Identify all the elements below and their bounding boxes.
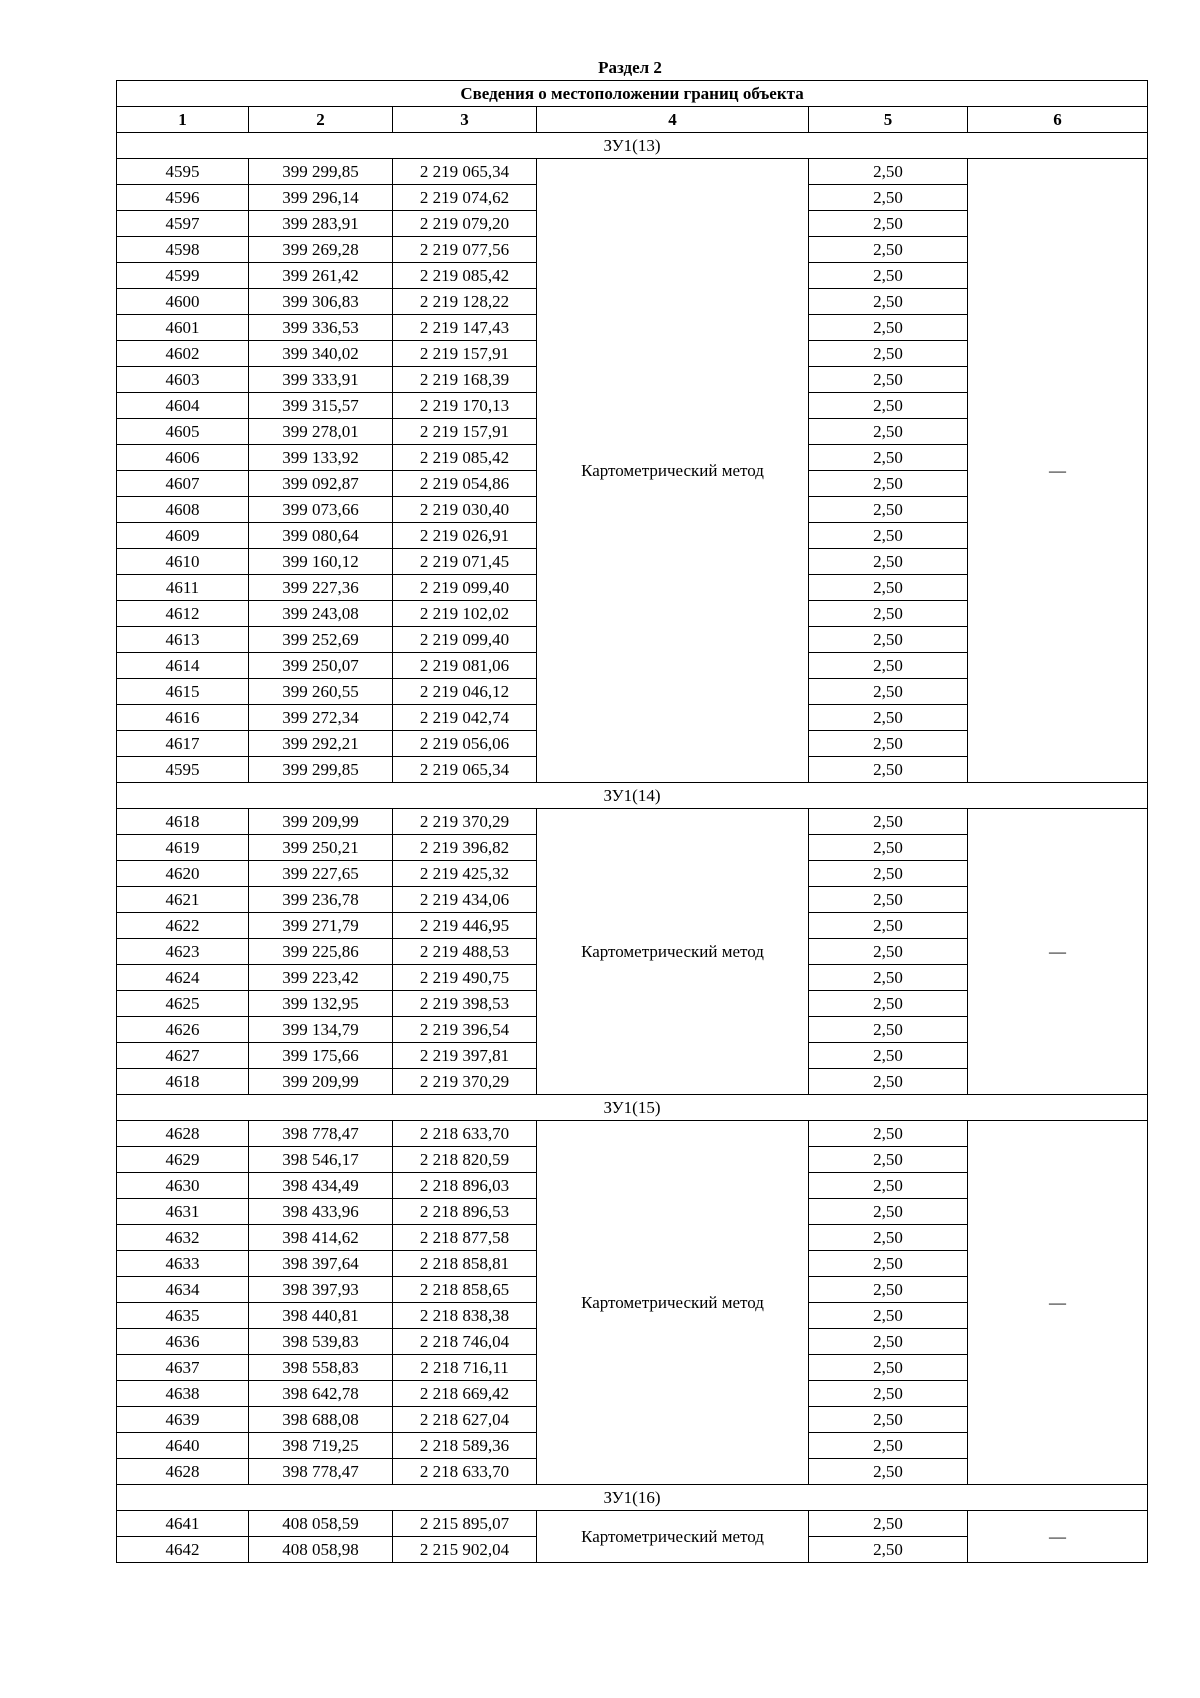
- column-number: 3: [393, 107, 537, 133]
- x-coordinate-cell: 399 133,92: [249, 445, 393, 471]
- group-header-row: [117, 1485, 1148, 1511]
- y-coordinate-cell: 2 218 716,11: [393, 1355, 537, 1381]
- x-coordinate-cell: 399 283,91: [249, 211, 393, 237]
- y-coordinate-cell: 2 219 147,43: [393, 315, 537, 341]
- accuracy-cell: 2,50: [809, 523, 968, 549]
- column-number: 4: [537, 107, 809, 133]
- point-number-cell: 4616: [117, 705, 249, 731]
- point-number-cell: 4624: [117, 965, 249, 991]
- y-coordinate-cell: 2 219 396,82: [393, 835, 537, 861]
- y-coordinate-cell: 2 218 858,81: [393, 1251, 537, 1277]
- accuracy-cell: 2,50: [809, 1251, 968, 1277]
- point-number-cell: 4600: [117, 289, 249, 315]
- x-coordinate-cell: 399 272,34: [249, 705, 393, 731]
- accuracy-cell: 2,50: [809, 1407, 968, 1433]
- accuracy-cell: 2,50: [809, 341, 968, 367]
- x-coordinate-cell: 408 058,98: [249, 1537, 393, 1563]
- point-number-cell: 4628: [117, 1121, 249, 1147]
- accuracy-cell: 2,50: [809, 1147, 968, 1173]
- point-number-cell: 4612: [117, 601, 249, 627]
- x-coordinate-cell: 398 440,81: [249, 1303, 393, 1329]
- x-coordinate-cell: 399 306,83: [249, 289, 393, 315]
- point-number-cell: 4623: [117, 939, 249, 965]
- y-coordinate-cell: 2 215 895,07: [393, 1511, 537, 1537]
- group-header-row: [117, 783, 1148, 809]
- x-coordinate-cell: 398 778,47: [249, 1121, 393, 1147]
- accuracy-cell: 2,50: [809, 211, 968, 237]
- point-number-cell: 4615: [117, 679, 249, 705]
- dash-cell: —: [968, 159, 1148, 783]
- point-number-cell: 4610: [117, 549, 249, 575]
- y-coordinate-cell: 2 218 896,53: [393, 1199, 537, 1225]
- x-coordinate-cell: 399 296,14: [249, 185, 393, 211]
- table-row: [117, 809, 1148, 835]
- x-coordinate-cell: 399 315,57: [249, 393, 393, 419]
- point-number-cell: 4609: [117, 523, 249, 549]
- point-number-cell: 4611: [117, 575, 249, 601]
- x-coordinate-cell: 398 546,17: [249, 1147, 393, 1173]
- accuracy-cell: 2,50: [809, 1303, 968, 1329]
- method-cell: Картометрический метод: [537, 809, 809, 1095]
- accuracy-cell: 2,50: [809, 471, 968, 497]
- point-number-cell: 4630: [117, 1173, 249, 1199]
- column-number: 2: [249, 107, 393, 133]
- accuracy-cell: 2,50: [809, 939, 968, 965]
- y-coordinate-cell: 2 219 071,45: [393, 549, 537, 575]
- x-coordinate-cell: 399 252,69: [249, 627, 393, 653]
- accuracy-cell: 2,50: [809, 1277, 968, 1303]
- point-number-cell: 4638: [117, 1381, 249, 1407]
- column-number: 1: [117, 107, 249, 133]
- accuracy-cell: 2,50: [809, 861, 968, 887]
- x-coordinate-cell: 398 539,83: [249, 1329, 393, 1355]
- accuracy-cell: 2,50: [809, 1199, 968, 1225]
- accuracy-cell: 2,50: [809, 159, 968, 185]
- y-coordinate-cell: 2 218 669,42: [393, 1381, 537, 1407]
- accuracy-cell: 2,50: [809, 575, 968, 601]
- group-header-row: [117, 133, 1148, 159]
- table-row: [117, 1511, 1148, 1537]
- accuracy-cell: 2,50: [809, 1433, 968, 1459]
- y-coordinate-cell: 2 219 396,54: [393, 1017, 537, 1043]
- accuracy-cell: 2,50: [809, 1043, 968, 1069]
- point-number-cell: 4596: [117, 185, 249, 211]
- accuracy-cell: 2,50: [809, 757, 968, 783]
- x-coordinate-cell: 399 134,79: [249, 1017, 393, 1043]
- x-coordinate-cell: 399 333,91: [249, 367, 393, 393]
- point-number-cell: 4639: [117, 1407, 249, 1433]
- method-cell: Картометрический метод: [537, 1121, 809, 1485]
- x-coordinate-cell: 398 558,83: [249, 1355, 393, 1381]
- x-coordinate-cell: 408 058,59: [249, 1511, 393, 1537]
- x-coordinate-cell: 399 073,66: [249, 497, 393, 523]
- y-coordinate-cell: 2 218 896,03: [393, 1173, 537, 1199]
- x-coordinate-cell: 399 175,66: [249, 1043, 393, 1069]
- accuracy-cell: 2,50: [809, 237, 968, 263]
- x-coordinate-cell: 398 642,78: [249, 1381, 393, 1407]
- accuracy-cell: 2,50: [809, 887, 968, 913]
- accuracy-cell: 2,50: [809, 705, 968, 731]
- point-number-cell: 4622: [117, 913, 249, 939]
- point-number-cell: 4614: [117, 653, 249, 679]
- y-coordinate-cell: 2 219 488,53: [393, 939, 537, 965]
- x-coordinate-cell: 398 688,08: [249, 1407, 393, 1433]
- y-coordinate-cell: 2 219 079,20: [393, 211, 537, 237]
- y-coordinate-cell: 2 219 042,74: [393, 705, 537, 731]
- x-coordinate-cell: 399 227,36: [249, 575, 393, 601]
- x-coordinate-cell: 399 225,86: [249, 939, 393, 965]
- x-coordinate-cell: 398 414,62: [249, 1225, 393, 1251]
- accuracy-cell: 2,50: [809, 1537, 968, 1563]
- accuracy-cell: 2,50: [809, 393, 968, 419]
- y-coordinate-cell: 2 218 746,04: [393, 1329, 537, 1355]
- accuracy-cell: 2,50: [809, 1459, 968, 1485]
- y-coordinate-cell: 2 219 434,06: [393, 887, 537, 913]
- section-title: Раздел 2: [598, 58, 662, 77]
- x-coordinate-cell: 399 080,64: [249, 523, 393, 549]
- point-number-cell: 4625: [117, 991, 249, 1017]
- accuracy-cell: 2,50: [809, 913, 968, 939]
- y-coordinate-cell: 2 218 838,38: [393, 1303, 537, 1329]
- accuracy-cell: 2,50: [809, 549, 968, 575]
- y-coordinate-cell: 2 219 065,34: [393, 757, 537, 783]
- x-coordinate-cell: 398 397,64: [249, 1251, 393, 1277]
- accuracy-cell: 2,50: [809, 367, 968, 393]
- point-number-cell: 4605: [117, 419, 249, 445]
- group-label: ЗУ1(15): [117, 1095, 1148, 1121]
- point-number-cell: 4602: [117, 341, 249, 367]
- point-number-cell: 4634: [117, 1277, 249, 1303]
- accuracy-cell: 2,50: [809, 1069, 968, 1095]
- x-coordinate-cell: 398 719,25: [249, 1433, 393, 1459]
- point-number-cell: 4608: [117, 497, 249, 523]
- point-number-cell: 4598: [117, 237, 249, 263]
- accuracy-cell: 2,50: [809, 601, 968, 627]
- accuracy-cell: 2,50: [809, 1355, 968, 1381]
- accuracy-cell: 2,50: [809, 1511, 968, 1537]
- point-number-cell: 4603: [117, 367, 249, 393]
- y-coordinate-cell: 2 219 102,02: [393, 601, 537, 627]
- point-number-cell: 4637: [117, 1355, 249, 1381]
- y-coordinate-cell: 2 219 397,81: [393, 1043, 537, 1069]
- method-cell: Картометрический метод: [537, 159, 809, 783]
- y-coordinate-cell: 2 219 054,86: [393, 471, 537, 497]
- y-coordinate-cell: 2 218 858,65: [393, 1277, 537, 1303]
- accuracy-cell: 2,50: [809, 627, 968, 653]
- x-coordinate-cell: 399 227,65: [249, 861, 393, 887]
- accuracy-cell: 2,50: [809, 1017, 968, 1043]
- x-coordinate-cell: 399 092,87: [249, 471, 393, 497]
- point-number-cell: 4636: [117, 1329, 249, 1355]
- accuracy-cell: 2,50: [809, 835, 968, 861]
- accuracy-cell: 2,50: [809, 965, 968, 991]
- point-number-cell: 4601: [117, 315, 249, 341]
- point-number-cell: 4606: [117, 445, 249, 471]
- y-coordinate-cell: 2 219 030,40: [393, 497, 537, 523]
- accuracy-cell: 2,50: [809, 315, 968, 341]
- point-number-cell: 4618: [117, 1069, 249, 1095]
- accuracy-cell: 2,50: [809, 185, 968, 211]
- point-number-cell: 4597: [117, 211, 249, 237]
- group-label: ЗУ1(16): [117, 1485, 1148, 1511]
- y-coordinate-cell: 2 219 398,53: [393, 991, 537, 1017]
- y-coordinate-cell: 2 219 056,06: [393, 731, 537, 757]
- x-coordinate-cell: 398 434,49: [249, 1173, 393, 1199]
- dash-cell: —: [968, 809, 1148, 1095]
- x-coordinate-cell: 399 209,99: [249, 1069, 393, 1095]
- dash-cell: —: [968, 1511, 1148, 1563]
- accuracy-cell: 2,50: [809, 679, 968, 705]
- y-coordinate-cell: 2 219 077,56: [393, 237, 537, 263]
- boundary-coordinates-table: [116, 80, 1148, 1563]
- point-number-cell: 4607: [117, 471, 249, 497]
- accuracy-cell: 2,50: [809, 263, 968, 289]
- y-coordinate-cell: 2 219 157,91: [393, 341, 537, 367]
- x-coordinate-cell: 399 132,95: [249, 991, 393, 1017]
- point-number-cell: 4641: [117, 1511, 249, 1537]
- accuracy-cell: 2,50: [809, 497, 968, 523]
- group-label: ЗУ1(14): [117, 783, 1148, 809]
- x-coordinate-cell: 399 236,78: [249, 887, 393, 913]
- dash-cell: —: [968, 1121, 1148, 1485]
- y-coordinate-cell: 2 219 370,29: [393, 1069, 537, 1095]
- point-number-cell: 4604: [117, 393, 249, 419]
- y-coordinate-cell: 2 219 170,13: [393, 393, 537, 419]
- table-row: [117, 1121, 1148, 1147]
- x-coordinate-cell: 399 292,21: [249, 731, 393, 757]
- x-coordinate-cell: 398 433,96: [249, 1199, 393, 1225]
- point-number-cell: 4595: [117, 757, 249, 783]
- accuracy-cell: 2,50: [809, 445, 968, 471]
- x-coordinate-cell: 399 261,42: [249, 263, 393, 289]
- accuracy-cell: 2,50: [809, 991, 968, 1017]
- point-number-cell: 4631: [117, 1199, 249, 1225]
- point-number-cell: 4626: [117, 1017, 249, 1043]
- group-header-row: [117, 1095, 1148, 1121]
- method-cell: Картометрический метод: [537, 1511, 809, 1563]
- y-coordinate-cell: 2 218 633,70: [393, 1459, 537, 1485]
- y-coordinate-cell: 2 218 820,59: [393, 1147, 537, 1173]
- y-coordinate-cell: 2 219 490,75: [393, 965, 537, 991]
- x-coordinate-cell: 399 243,08: [249, 601, 393, 627]
- y-coordinate-cell: 2 219 085,42: [393, 445, 537, 471]
- point-number-cell: 4642: [117, 1537, 249, 1563]
- x-coordinate-cell: 399 271,79: [249, 913, 393, 939]
- y-coordinate-cell: 2 219 085,42: [393, 263, 537, 289]
- accuracy-cell: 2,50: [809, 1329, 968, 1355]
- accuracy-cell: 2,50: [809, 731, 968, 757]
- point-number-cell: 4620: [117, 861, 249, 887]
- accuracy-cell: 2,50: [809, 289, 968, 315]
- point-number-cell: 4599: [117, 263, 249, 289]
- point-number-cell: 4621: [117, 887, 249, 913]
- point-number-cell: 4640: [117, 1433, 249, 1459]
- point-number-cell: 4619: [117, 835, 249, 861]
- point-number-cell: 4632: [117, 1225, 249, 1251]
- y-coordinate-cell: 2 219 081,06: [393, 653, 537, 679]
- accuracy-cell: 2,50: [809, 653, 968, 679]
- y-coordinate-cell: 2 219 099,40: [393, 575, 537, 601]
- y-coordinate-cell: 2 219 425,32: [393, 861, 537, 887]
- x-coordinate-cell: 399 269,28: [249, 237, 393, 263]
- y-coordinate-cell: 2 219 168,39: [393, 367, 537, 393]
- x-coordinate-cell: 399 250,07: [249, 653, 393, 679]
- point-number-cell: 4629: [117, 1147, 249, 1173]
- accuracy-cell: 2,50: [809, 1225, 968, 1251]
- accuracy-cell: 2,50: [809, 419, 968, 445]
- x-coordinate-cell: 399 336,53: [249, 315, 393, 341]
- x-coordinate-cell: 398 778,47: [249, 1459, 393, 1485]
- x-coordinate-cell: 399 299,85: [249, 757, 393, 783]
- accuracy-cell: 2,50: [809, 1121, 968, 1147]
- y-coordinate-cell: 2 219 446,95: [393, 913, 537, 939]
- point-number-cell: 4613: [117, 627, 249, 653]
- table-title-row: [117, 81, 1148, 107]
- y-coordinate-cell: 2 219 370,29: [393, 809, 537, 835]
- column-number: 5: [809, 107, 968, 133]
- point-number-cell: 4617: [117, 731, 249, 757]
- y-coordinate-cell: 2 219 128,22: [393, 289, 537, 315]
- y-coordinate-cell: 2 219 074,62: [393, 185, 537, 211]
- table-title: Сведения о местоположении границ объекта: [117, 81, 1148, 107]
- table-row: [117, 159, 1148, 185]
- point-number-cell: 4595: [117, 159, 249, 185]
- point-number-cell: 4627: [117, 1043, 249, 1069]
- x-coordinate-cell: 399 250,21: [249, 835, 393, 861]
- column-numbers-row: [117, 107, 1148, 133]
- accuracy-cell: 2,50: [809, 1173, 968, 1199]
- point-number-cell: 4633: [117, 1251, 249, 1277]
- x-coordinate-cell: 399 299,85: [249, 159, 393, 185]
- x-coordinate-cell: 399 340,02: [249, 341, 393, 367]
- accuracy-cell: 2,50: [809, 1381, 968, 1407]
- x-coordinate-cell: 399 260,55: [249, 679, 393, 705]
- y-coordinate-cell: 2 219 065,34: [393, 159, 537, 185]
- x-coordinate-cell: 399 209,99: [249, 809, 393, 835]
- x-coordinate-cell: 398 397,93: [249, 1277, 393, 1303]
- y-coordinate-cell: 2 215 902,04: [393, 1537, 537, 1563]
- column-number: 6: [968, 107, 1148, 133]
- y-coordinate-cell: 2 219 026,91: [393, 523, 537, 549]
- point-number-cell: 4618: [117, 809, 249, 835]
- accuracy-cell: 2,50: [809, 809, 968, 835]
- y-coordinate-cell: 2 219 046,12: [393, 679, 537, 705]
- y-coordinate-cell: 2 218 589,36: [393, 1433, 537, 1459]
- y-coordinate-cell: 2 218 877,58: [393, 1225, 537, 1251]
- point-number-cell: 4628: [117, 1459, 249, 1485]
- x-coordinate-cell: 399 278,01: [249, 419, 393, 445]
- y-coordinate-cell: 2 219 157,91: [393, 419, 537, 445]
- x-coordinate-cell: 399 160,12: [249, 549, 393, 575]
- point-number-cell: 4635: [117, 1303, 249, 1329]
- group-label: ЗУ1(13): [117, 133, 1148, 159]
- y-coordinate-cell: 2 219 099,40: [393, 627, 537, 653]
- y-coordinate-cell: 2 218 627,04: [393, 1407, 537, 1433]
- x-coordinate-cell: 399 223,42: [249, 965, 393, 991]
- y-coordinate-cell: 2 218 633,70: [393, 1121, 537, 1147]
